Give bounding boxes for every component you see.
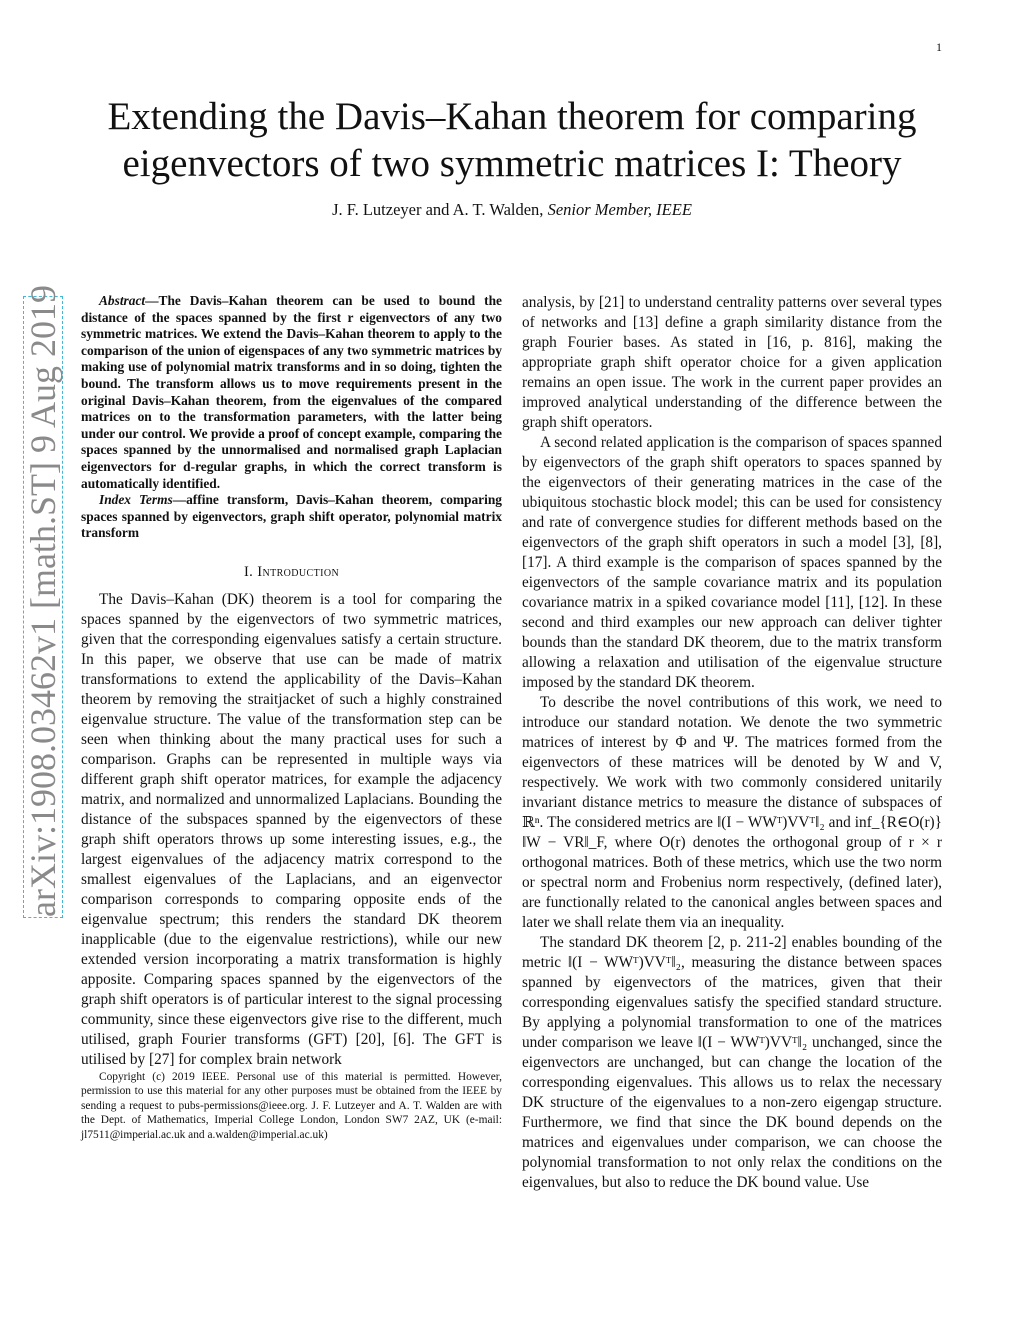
right-paragraph-4: The standard DK theorem [2, p. 211-2] enables bounding of the metric ‖(I − WWᵀ)VVᵀ‖₂, measuring the distance between spaces spanned by eigenvectors of the matrices, given that their corresponding eigenvalues satisfy the specified standard structure. By applying a polynomial transformation to one of the matrices under comparison we leave ‖(I − WWᵀ)VVᵀ‖₂ unchanged, since the eigenvectors are unchanged, but can change the location of the corresponding eigenvalues. This allows us to relax the necessary DK structure of the eigenvalues to a non-zero eigengap structure. Furthermore, we find that since the DK bound depends on the matrices and eigenvalues under comparison, we can choose the polynomial transformation to not only relax the conditions on the eigenvalues, but also to reduce the DK bound value. Use bbox=[522, 934, 942, 1191]
arxiv-identifier[interactable]: arXiv:1908.03462v1 [math.ST] 9 Aug 2019 bbox=[23, 285, 63, 917]
intro-paragraph-1: The Davis–Kahan (DK) theorem is a tool for comparing the spaces spanned by the eigenvectors of two symmetric matrices, given that the corresponding eigenvalues satisfy a certain structure. In this paper, we observe that use can be made of matrix transformations to extend the applicability of the Davis–Kahan theorem by removing the straitjacket of such a highly constrained eigenvalue structure. The value of the transformation step can be seen when thinking about the many practical uses for such a comparison. Graphs can be represented in multiple ways via different graph shift operator matrices, for example the adjacency matrix, and normalized and unnormalized Laplacians. Bounding the distance of the subspaces spanned by the eigenvectors of these graph shift operators throws up some interesting issues, e.g., the largest eigenvalues of the adjacency matrix correspond to the smallest eigenvalues of the Laplacians, and an eigenvector comparison corresponds to comparing opposite ends of the eigenvalue spectrum; this renders the standard DK theorem inapplicable (due to the eigenvalue restrictions), while our new extended version incorporating a matrix transformation is highly apposite. Comparing spaces spanned by the eigenvectors of the graph shift operators is of particular interest to the signal processing community, since these eigenvectors give rise to the different, much utilised, graph Fourier transforms (GFT) [20], [6]. The GFT is utilised by [27] for complex brain network bbox=[81, 590, 502, 1068]
right-paragraph-1: analysis, by [21] to understand centrality patterns over several types of networks and [13] define a graph similarity distance from the graph Fourier bases. As stated in [16, p. 816], making the appropriate graph shift operator choice for a given application remains an open issue. The work in the current paper provides an improved analytical understanding of the difference between the graph shift operators. bbox=[522, 294, 942, 431]
right-column bbox=[522, 293, 942, 1193]
title-line-1: Extending the Davis–Kahan theorem for comparing bbox=[107, 95, 917, 138]
index-terms-label: Index Terms bbox=[99, 492, 173, 508]
page-number: 1 bbox=[936, 40, 942, 54]
index-terms: Index Terms—affine transform, Davis–Kahan theorem, comparing spaces spanned by eigenvectors, graph shift operator, polynomial matrix transform bbox=[81, 492, 502, 541]
author-status: Senior Member, IEEE bbox=[547, 200, 692, 219]
paper-title bbox=[40, 93, 984, 187]
abstract-text: The Davis–Kahan theorem can be used to bound the distance of the spaces spanned by the first r eigenvectors of any two symmetric matrices. We extend the Davis–Kahan theorem to apply to the comparison of the union of eigenspaces of any two symmetric matrices by making use of polynomial matrix transforms and in so doing, tighten the bound. The transform allows us to move requirements present in the original Davis–Kahan theorem, from the eigenvalues of the compared matrices on to the transformation parameters, with the latter being under our control. We provide a proof of concept example, comparing the spaces spanned by the unnormalised and normalised graph Laplacian eigenvectors for d-regular graphs, in which the correct transform is automatically identified. bbox=[81, 293, 502, 491]
left-column bbox=[81, 293, 502, 1142]
index-terms-text: affine transform, Davis–Kahan theorem, comparing spaces spanned by eigenvectors, graph shift operator, polynomial matrix transform bbox=[81, 492, 502, 541]
right-paragraph-3: To describe the novel contributions of this work, we need to introduce our standard notation. We denote the two symmetric matrices of interest by Φ and Ψ. The matrices formed from the eigenvectors of these matrices will be denoted by W and V, respectively. We work with two commonly considered unitarily invariant distance metrics to measure the distance of subspaces of ℝⁿ. The considered metrics are ‖(I − WWᵀ)VVᵀ‖₂ and inf_{R∈O(r)} ‖W − VR‖_F, where O(r) denotes the orthogonal group of r × r orthogonal matrices. Both of these metrics, which use the two norm or spectral norm and Frobenius norm respectively, (defined later), are functionally related to the canonical angles between spaces and later we shall relate them via an inequality. bbox=[522, 694, 942, 931]
abstract-label: Abstract bbox=[99, 293, 146, 308]
copyright-footnote: Copyright (c) 2019 IEEE. Personal use of this material is permitted. However, permission to use this material for any other purposes must be obtained from the IEEE by sending a request to pubs-permissions@ieee.org. J. F. Lutzeyer and A. T. Walden are with the Dept. of Mathematics, Imperial College London, London SW7 2AZ, UK (e-mail: jl7511@imperial.ac.uk and a.walden@imperial.ac.uk) bbox=[81, 1070, 502, 1141]
section-heading-introduction: I. Introduction bbox=[243, 563, 340, 580]
authors: J. F. Lutzeyer and A. T. Walden, bbox=[332, 200, 544, 219]
abstract: Abstract—The Davis–Kahan theorem can be used to bound the distance of the spaces spanned by the first r eigenvectors of any two symmetric matrices. We extend the Davis–Kahan theorem to apply to the comparison of the union of eigenspaces of any two symmetric matrices by making use of polynomial matrix transforms and in so doing, tighten the bound. The transform allows us to move requirements present in the original Davis–Kahan theorem, from the eigenvalues of the compared matrices on to the transformation parameters, with the latter being under our control. We provide a proof of concept example, comparing the spaces spanned by the unnormalised and normalised graph Laplacian eigenvectors for d-regular graphs, in which the correct transform is automatically identified. bbox=[81, 293, 502, 491]
right-paragraph-2: A second related application is the comparison of spaces spanned by eigenvectors of the graph shift operators to spaces spanned by the eigenvectors of their generating matrices in the case of the ubiquitous stochastic block model; this can be used for consistency and rate of convergence studies for different methods based on the eigenvectors of the graph shift operators in such a model [3], [8], [17]. A third example is the comparison of spaces spanned by the eigenvectors of the sample covariance matrix and its population covariance matrix in a spiked covariance model [11], [12]. In these second and third examples our new approach can deliver tighter bounds than the standard DK theorem, due to the matrix transform allowing a relaxation and utilisation of the eigenvalue structure imposed by the standard DK theorem. bbox=[522, 434, 942, 691]
title-line-2: eigenvectors of two symmetric matrices I: Theory bbox=[122, 142, 902, 185]
author-line bbox=[0, 200, 1024, 220]
